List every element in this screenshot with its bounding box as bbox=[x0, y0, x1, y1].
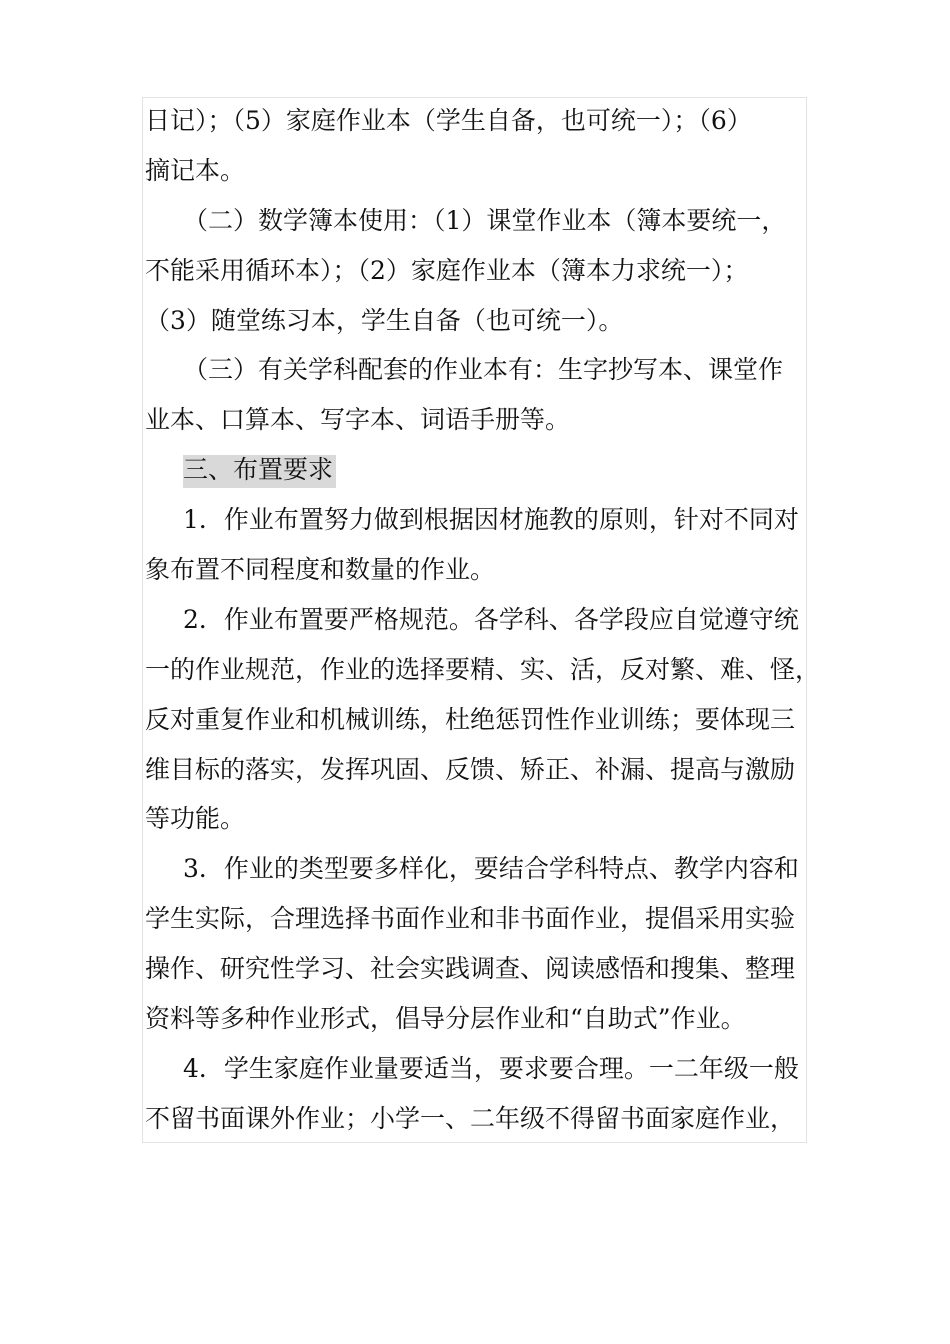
text-line: 日记）；（5）家庭作业本（学生自备，也可统一）；（6） bbox=[145, 106, 752, 135]
text-line: 操作、研究性学习、社会实践调查、阅读感悟和搜集、整理 bbox=[145, 954, 796, 984]
section-heading bbox=[145, 445, 825, 495]
text-line: 3．作业的类型要多样化，要结合学科特点、教学内容和 bbox=[183, 854, 799, 884]
paragraph bbox=[145, 196, 825, 346]
paragraph bbox=[145, 595, 825, 844]
paragraph bbox=[145, 495, 825, 595]
text-line: 1．作业布置努力做到根据因材施教的原则，针对不同对 bbox=[183, 505, 799, 535]
text-line: 象布置不同程度和数量的作业。 bbox=[145, 555, 496, 585]
text-line: 等功能。 bbox=[145, 804, 246, 834]
text-line: 维目标的落实，发挥巩固、反馈、矫正、补漏、提高与激励 bbox=[145, 754, 796, 784]
text-line: （3）随堂练习本，学生自备（也可统一）。 bbox=[145, 305, 624, 335]
text-line: （三）有关学科配套的作业本有：生字抄写本、课堂作 bbox=[183, 355, 784, 385]
text-line: 业本、口算本、写字本、词语手册等。 bbox=[145, 405, 571, 435]
text-line: 资料等多种作业形式，倡导分层作业和“自助式”作业。 bbox=[145, 1004, 746, 1034]
paragraph bbox=[145, 345, 825, 445]
text-line: 不留书面课外作业；小学一、二年级不得留书面家庭作业， bbox=[145, 1103, 796, 1133]
paragraph bbox=[145, 844, 825, 1044]
text-line: 反对重复作业和机械训练，杜绝惩罚性作业训练；要体现三 bbox=[145, 704, 796, 734]
text-line: 4．学生家庭作业量要适当，要求要合理。一二年级一般 bbox=[183, 1053, 799, 1083]
paragraph bbox=[145, 1044, 825, 1144]
highlighted-heading: 三、布置要求 bbox=[183, 455, 336, 488]
heading-line bbox=[145, 445, 825, 495]
text-line: 不能采用循环本）；（2）家庭作业本（簿本力求统一）； bbox=[145, 255, 749, 285]
text-line: 2．作业布置要严格规范。各学科、各学段应自觉遵守统 bbox=[183, 604, 799, 634]
text-line: 一的作业规范，作业的选择要精、实、活，反对繁、难、怪， bbox=[145, 654, 821, 684]
text-line: 摘记本。 bbox=[145, 155, 246, 185]
document-body bbox=[145, 96, 825, 1144]
text-line: （二）数学簿本使用：（1）课堂作业本（簿本要统一， bbox=[183, 205, 787, 235]
text-line: 学生实际，合理选择书面作业和非书面作业，提倡采用实验 bbox=[145, 904, 796, 934]
paragraph bbox=[145, 96, 825, 196]
